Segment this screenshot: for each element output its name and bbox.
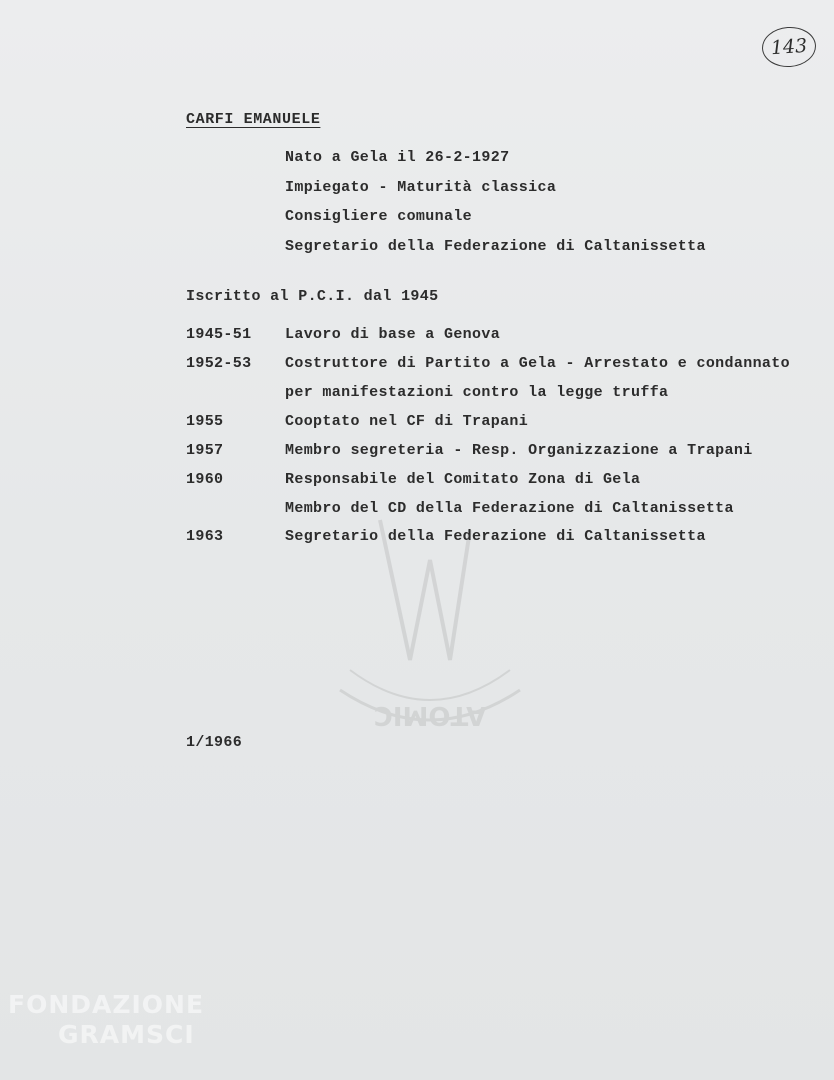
career-entry: Membro segreteria - Resp. Organizzazione a Trapani — [285, 442, 753, 459]
career-year: 1960 — [186, 471, 224, 488]
career-entry: Segretario della Federazione di Caltanissetta — [285, 528, 706, 545]
logo-line-2: GRAMSCI — [58, 1020, 195, 1049]
page-number-stamp: 143 — [761, 25, 818, 69]
career-entry: Costruttore di Partito a Gela - Arrestato e condannato — [285, 355, 790, 372]
career-entry: Membro del CD della Federazione di Caltanissetta — [285, 500, 734, 517]
person-name: CARFI EMANUELE — [186, 111, 321, 128]
career-entry: Cooptato nel CF di Trapani — [285, 413, 529, 430]
career-year: 1963 — [186, 528, 224, 545]
personal-occupation: Impiegato - Maturità classica — [285, 179, 557, 196]
career-year: 1957 — [186, 442, 224, 459]
logo-line-1: FONDAZIONE — [8, 990, 205, 1019]
career-entry: Responsabile del Comitato Zona di Gela — [285, 471, 641, 488]
fondazione-gramsci-logo — [8, 990, 204, 1050]
personal-office: Consigliere comunale — [285, 208, 473, 225]
membership-line: Iscritto al P.C.I. dal 1945 — [186, 288, 439, 305]
career-entry: Lavoro di base a Genova — [285, 326, 501, 343]
career-year: 1955 — [186, 413, 224, 430]
personal-role: Segretario della Federazione di Caltanissetta — [285, 238, 706, 255]
career-entry: per manifestazioni contro la legge truffa — [285, 384, 669, 401]
career-year: 1945-51 — [186, 326, 252, 343]
document-date: 1/1966 — [186, 734, 243, 751]
career-year: 1952-53 — [186, 355, 252, 372]
personal-birth: Nato a Gela il 26-2-1927 — [285, 149, 510, 166]
watermark-text: ATOMIC — [373, 700, 487, 730]
